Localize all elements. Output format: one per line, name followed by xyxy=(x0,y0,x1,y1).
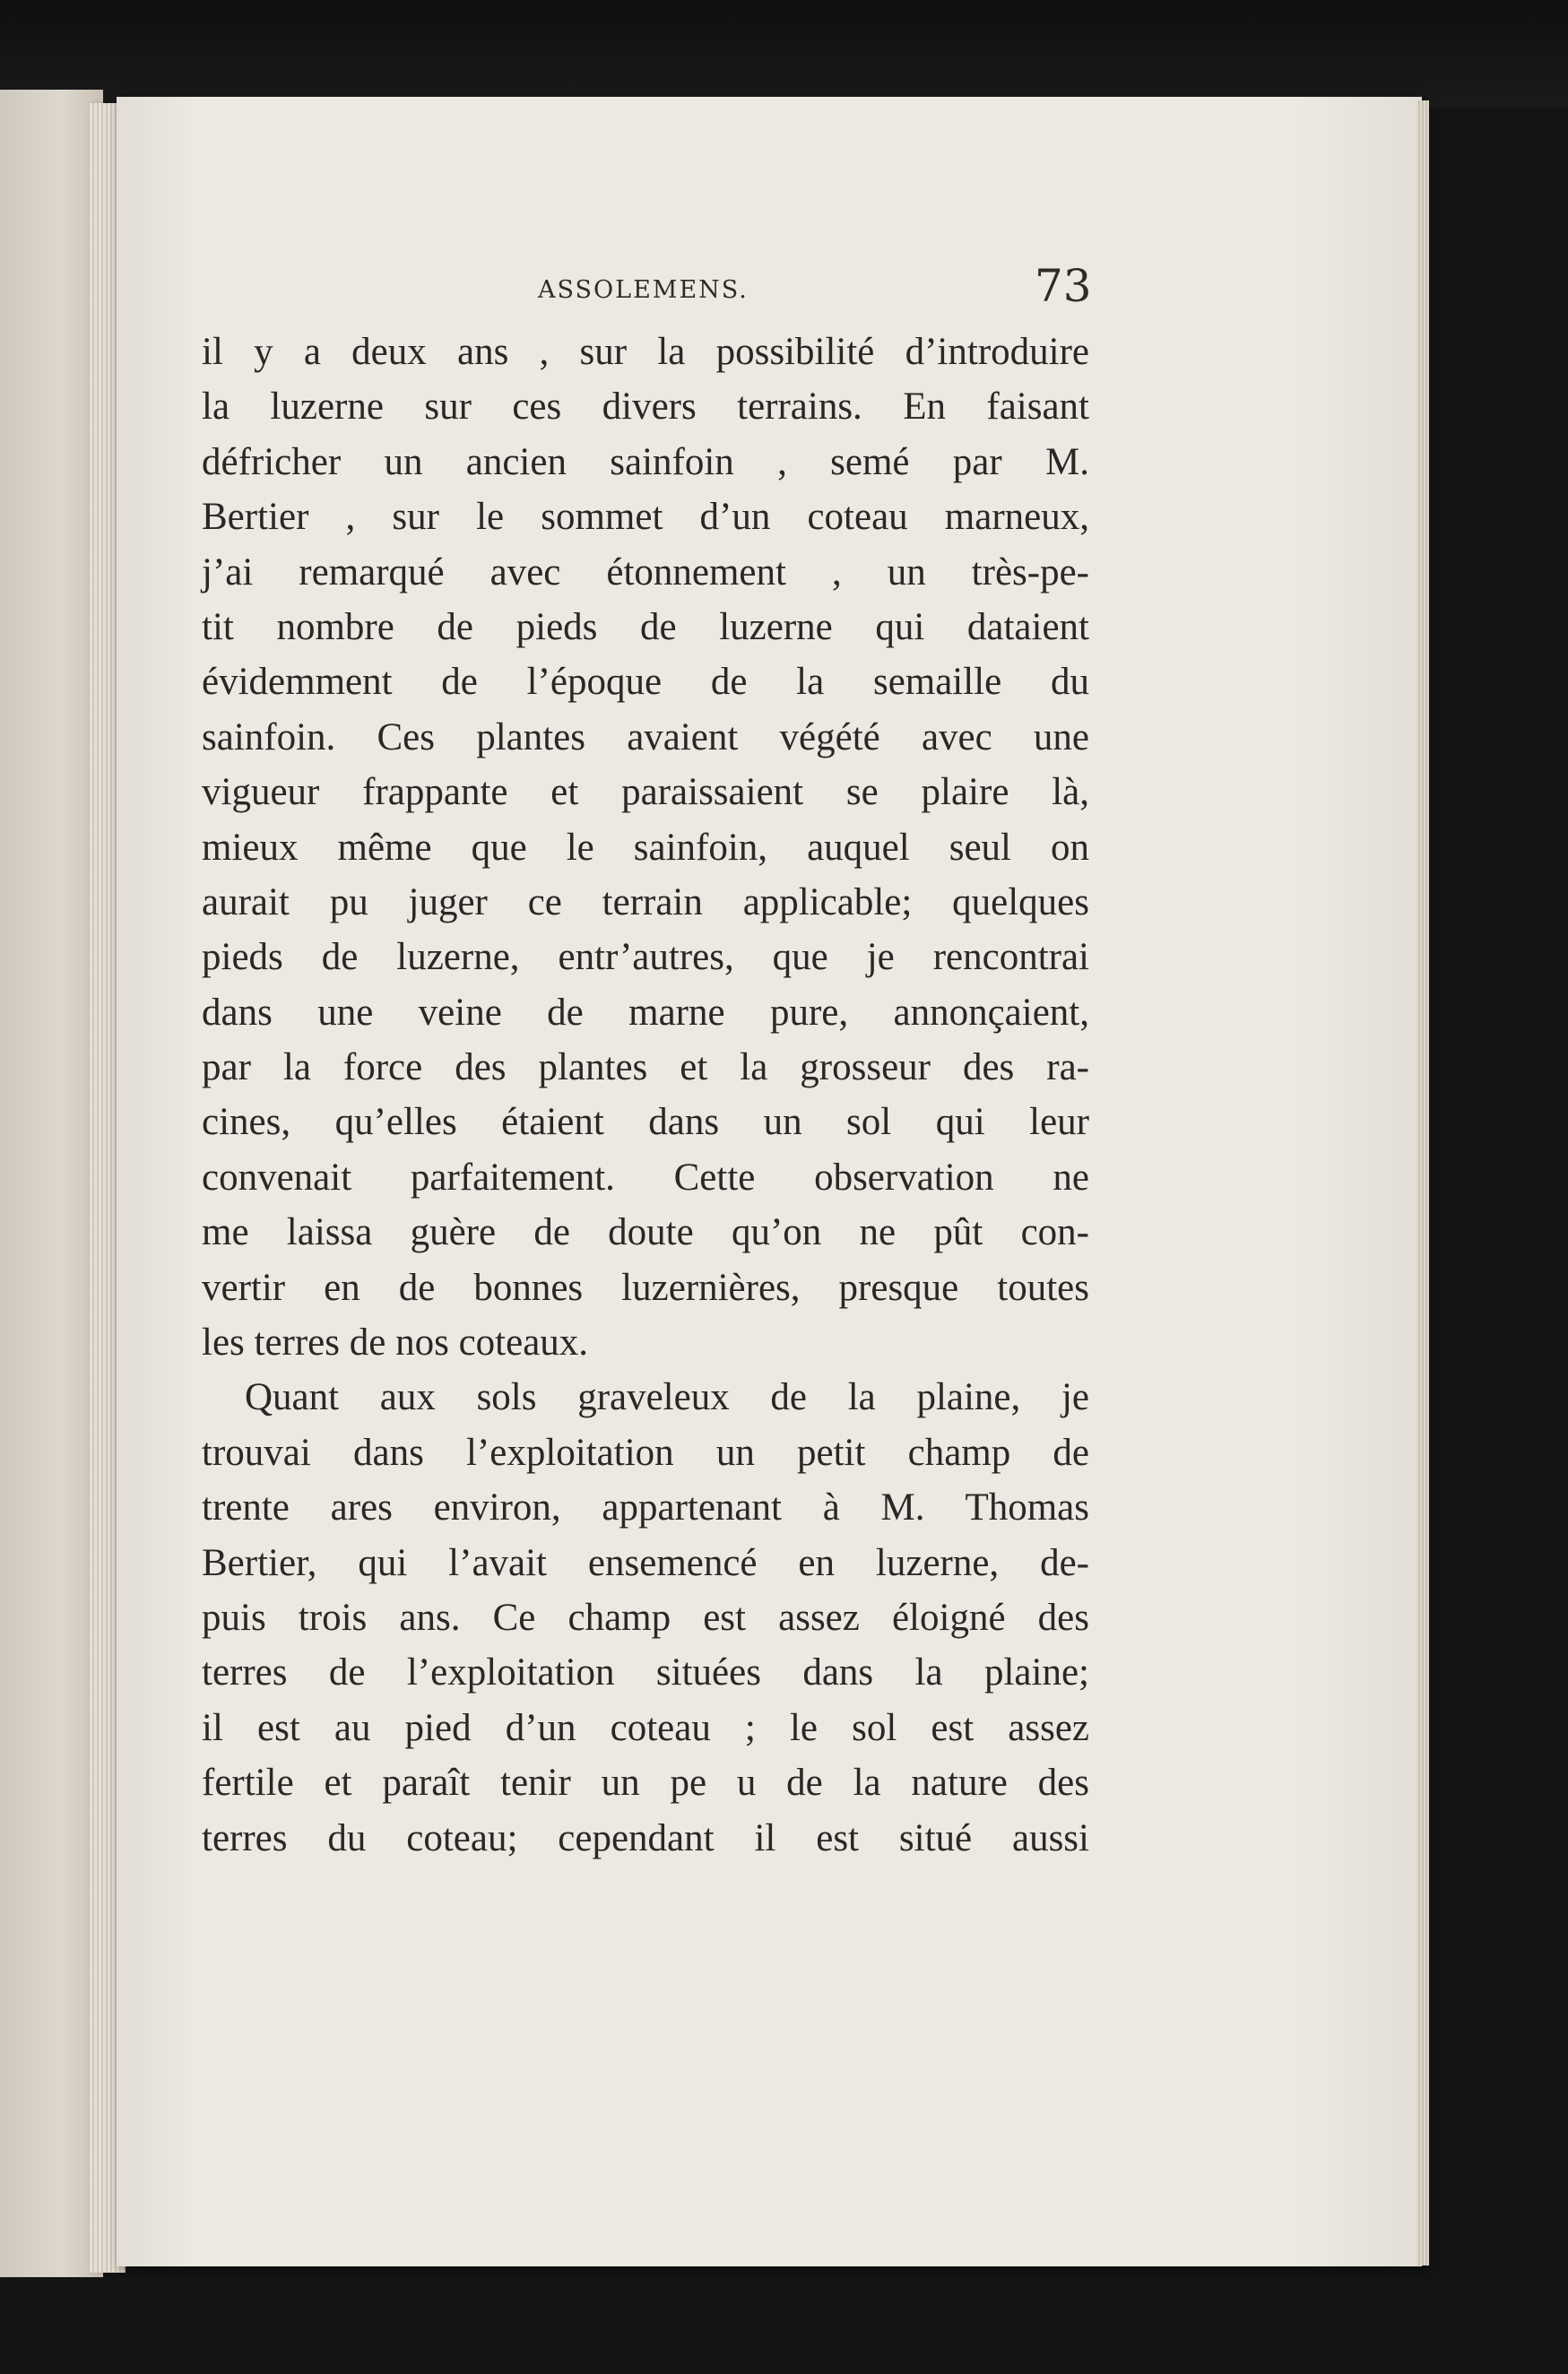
paragraph-start-line: Quant aux sols graveleux de la plaine, je xyxy=(245,1376,1089,1419)
text-line: pieds de luzerne, entr’autres, que je rencontrai xyxy=(202,936,1089,979)
text-line: tit nombre de pieds de luzerne qui dataient xyxy=(202,605,1089,648)
text-line: fertile et paraît tenir un pe u de la nature des xyxy=(202,1762,1089,1805)
text-line: vertir en de bonnes luzernières, presque toutes xyxy=(202,1266,1089,1309)
text-block xyxy=(202,325,1089,1866)
text-line: j’ai remarqué avec étonnement , un très-pe- xyxy=(202,550,1089,594)
text-line: il y a deux ans , sur la possibilité d’introduire xyxy=(202,331,1089,373)
text-line: évidemment de l’époque de la semaille du xyxy=(202,661,1089,704)
text-line: la luzerne sur ces divers terrains. En faisant xyxy=(202,386,1089,429)
text-line: puis trois ans. Ce champ est assez éloigné des xyxy=(202,1596,1089,1639)
text-line: aurait pu juger ce terrain applicable; quelques xyxy=(202,880,1089,923)
text-line: terres du coteau; cependant il est situé aussi xyxy=(202,1816,1089,1859)
text-line: cines, qu’elles étaient dans un sol qui leur xyxy=(202,1101,1089,1144)
page-number: 73 xyxy=(1035,260,1092,312)
text-line: trouvai dans l’exploitation un petit champ de xyxy=(202,1431,1089,1474)
text-line: les terres de nos coteaux. xyxy=(202,1321,589,1365)
page-edge-right xyxy=(1416,100,1429,2266)
text-line: il est au pied d’un coteau ; le sol est assez xyxy=(202,1706,1089,1749)
text-line: mieux même que le sainfoin, auquel seul on xyxy=(202,826,1089,869)
text-line: Bertier , sur le sommet d’un coteau marneux, xyxy=(202,496,1089,539)
text-line: sainfoin. Ces plantes avaient végété avec une xyxy=(202,715,1089,758)
text-line: dans une veine de marne pure, annonçaient, xyxy=(202,991,1089,1034)
text-line: convenait parfaitement. Cette observation ne xyxy=(202,1156,1089,1199)
text-line: vigueur frappante et paraissaient se plaire là, xyxy=(202,771,1089,814)
running-head: ASSOLEMENS. xyxy=(538,276,749,304)
text-line: trente ares environ, appartenant à M. Thomas xyxy=(202,1486,1089,1529)
left-page xyxy=(0,90,103,2277)
text-line: terres de l’exploitation situées dans la plaine; xyxy=(202,1651,1089,1694)
text-line: Bertier, qui l’avait ensemencé en luzerne, de- xyxy=(202,1541,1089,1584)
background xyxy=(0,0,1568,108)
text-line: me laissa guère de doute qu’on ne pût con- xyxy=(202,1211,1089,1254)
text-line: défricher un ancien sainfoin , semé par M. xyxy=(202,440,1089,483)
text-line: par la force des plantes et la grosseur des ra- xyxy=(202,1046,1089,1089)
